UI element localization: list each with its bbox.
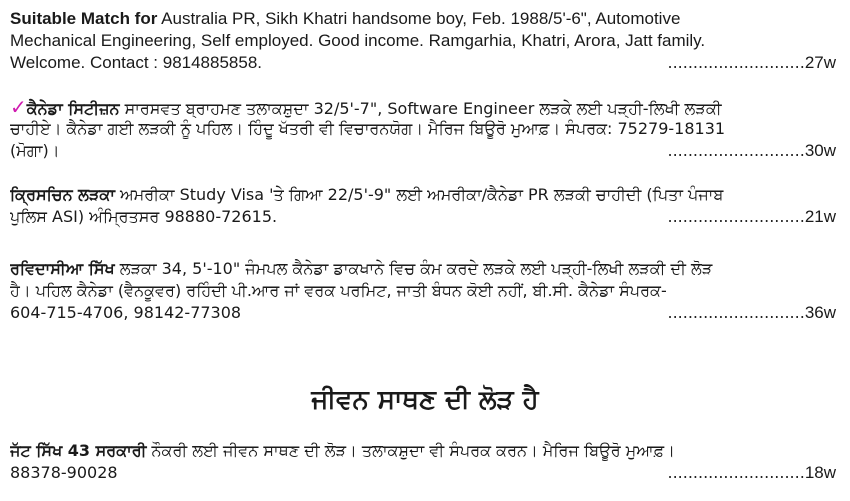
- classified-ad-5: [10, 440, 836, 484]
- leader-dots: ...........................: [667, 141, 805, 160]
- ad-contact: (ਮੋਗਾ)।: [10, 141, 60, 160]
- ad-price: 36w: [804, 303, 836, 322]
- leader-dots: ...........................: [667, 53, 805, 72]
- ad-line: [10, 440, 836, 462]
- ad-line: ਚਾਹੀਏ। ਕੈਨੇਡਾ ਗਈ ਲੜਕੀ ਨੂੰ ਪਹਿਲ। ਹਿੰਦੂ ਖੱਤਰੀ ਵੀ ਵਿਚਾਰਨਯੋਗ। ਮੈਰਿਜ ਬਿਊਰੋ ਮੁਆਫ਼। ਸੰਪਰਕ: 75279-18131: [10, 119, 726, 138]
- ad-line: [10, 96, 836, 118]
- ad-price: 21w: [804, 207, 836, 226]
- classified-ad-1: [10, 8, 836, 74]
- ad-contact: ਪੁਲਿਸ ASI) ਅੰਮ੍ਰਿਤਸਰ 98880-72615.: [10, 207, 278, 226]
- ad-line: Mechanical Engineering, Self employed. Good income. Ramgarhia, Khatri, Arora, Jatt family.: [10, 31, 706, 50]
- leader-dots: ...........................: [667, 463, 805, 482]
- ad-last-line: [10, 52, 836, 74]
- ad-last-line: [10, 302, 836, 324]
- ad-lead: ਜੱਟ ਸਿੱਖ 43 ਸਰਕਾਰੀ: [10, 441, 147, 460]
- ad-line: [10, 8, 836, 30]
- ad-lead: ਕੈਨੇਡਾ ਸਿਟੀਜ਼ਨ: [26, 99, 120, 118]
- ad-price: 27w: [804, 53, 836, 72]
- section-heading: ਜੀਵਨ ਸਾਥਣ ਦੀ ਲੋੜ ਹੈ: [311, 385, 539, 415]
- ad-lead: Suitable Match for: [10, 9, 158, 28]
- ad-last-line: [10, 206, 836, 228]
- ad-last-line: [10, 462, 836, 484]
- ad-price: 18w: [804, 463, 836, 482]
- ad-text: ਅਮਰੀਕਾ Study Visa 'ਤੇ ਗਿਆ 22/5'-9" ਲਈ ਅਮਰੀਕਾ/ਕੈਨੇਡਾ PR ਲੜਕੀ ਚਾਹੀਦੀ (ਪਿਤਾ ਪੰਜਾਬ: [120, 185, 724, 204]
- leader-dots: ...........................: [667, 207, 805, 226]
- classified-ad-4: [10, 258, 836, 324]
- ad-contact: Welcome. Contact : 9814885858.: [10, 53, 263, 72]
- ad-last-line: [10, 140, 836, 162]
- ad-text: ਲੜਕਾ 34, 5'-10" ਜੰਮਪਲ ਕੈਨੇਡਾ ਡਾਕਖਾਨੇ ਵਿਚ ਕੰਮ ਕਰਦੇ ਲੜਕੇ ਲਈ ਪੜ੍ਹੀ-ਲਿਖੀ ਲੜਕੀ ਦੀ ਲੋੜ: [119, 259, 713, 278]
- ad-lead: ਰਵਿਦਾਸੀਆ ਸਿੱਖ: [10, 259, 115, 278]
- checkmark-icon: ✓: [10, 96, 27, 118]
- ad-price: 30w: [804, 141, 836, 160]
- ad-lead: ਕ੍ਰਿਸਚਿਨ ਲੜਕਾ: [10, 185, 115, 204]
- ad-line: ਹੈ। ਪਹਿਲ ਕੈਨੇਡਾ (ਵੈਨਕੂਵਰ) ਰਹਿੰਦੀ ਪੀ.ਆਰ ਜਾਂ ਵਰਕ ਪਰਮਿਟ, ਜਾਤੀ ਬੰਧਨ ਕੋਈ ਨਹੀਂ, ਬੀ.ਸੀ. ਕੈਨੇਡਾ ਸੰਪਰਕ-: [10, 281, 667, 300]
- leader-dots: ...........................: [667, 303, 805, 322]
- ad-line: [10, 184, 836, 206]
- ad-contact: 604-715-4706, 98142-77308: [10, 303, 242, 322]
- ad-text: ਸਾਰਸਵਤ ਬ੍ਰਾਹਮਣ ਤਲਾਕਸ਼ੁਦਾ 32/5'-7", Software Engineer ਲੜਕੇ ਲਈ ਪੜ੍ਹੀ-ਲਿਖੀ ਲੜਕੀ: [124, 99, 722, 118]
- ad-text: ਨੌਕਰੀ ਲਈ ਜੀਵਨ ਸਾਥਣ ਦੀ ਲੋੜ। ਤਲਾਕਸ਼ੁਦਾ ਵੀ ਸੰਪਰਕ ਕਰਨ। ਮੈਰਿਜ ਬਿਊਰੋ ਮੁਆਫ਼।: [151, 441, 675, 460]
- ad-line: [10, 258, 836, 280]
- ad-text: Australia PR, Sikh Khatri handsome boy, Feb. 1988/5'-6", Automotive: [161, 9, 681, 28]
- classified-ad-3: [10, 184, 836, 228]
- ad-contact: 88378-90028: [10, 463, 118, 482]
- classified-ad-2: [10, 96, 836, 162]
